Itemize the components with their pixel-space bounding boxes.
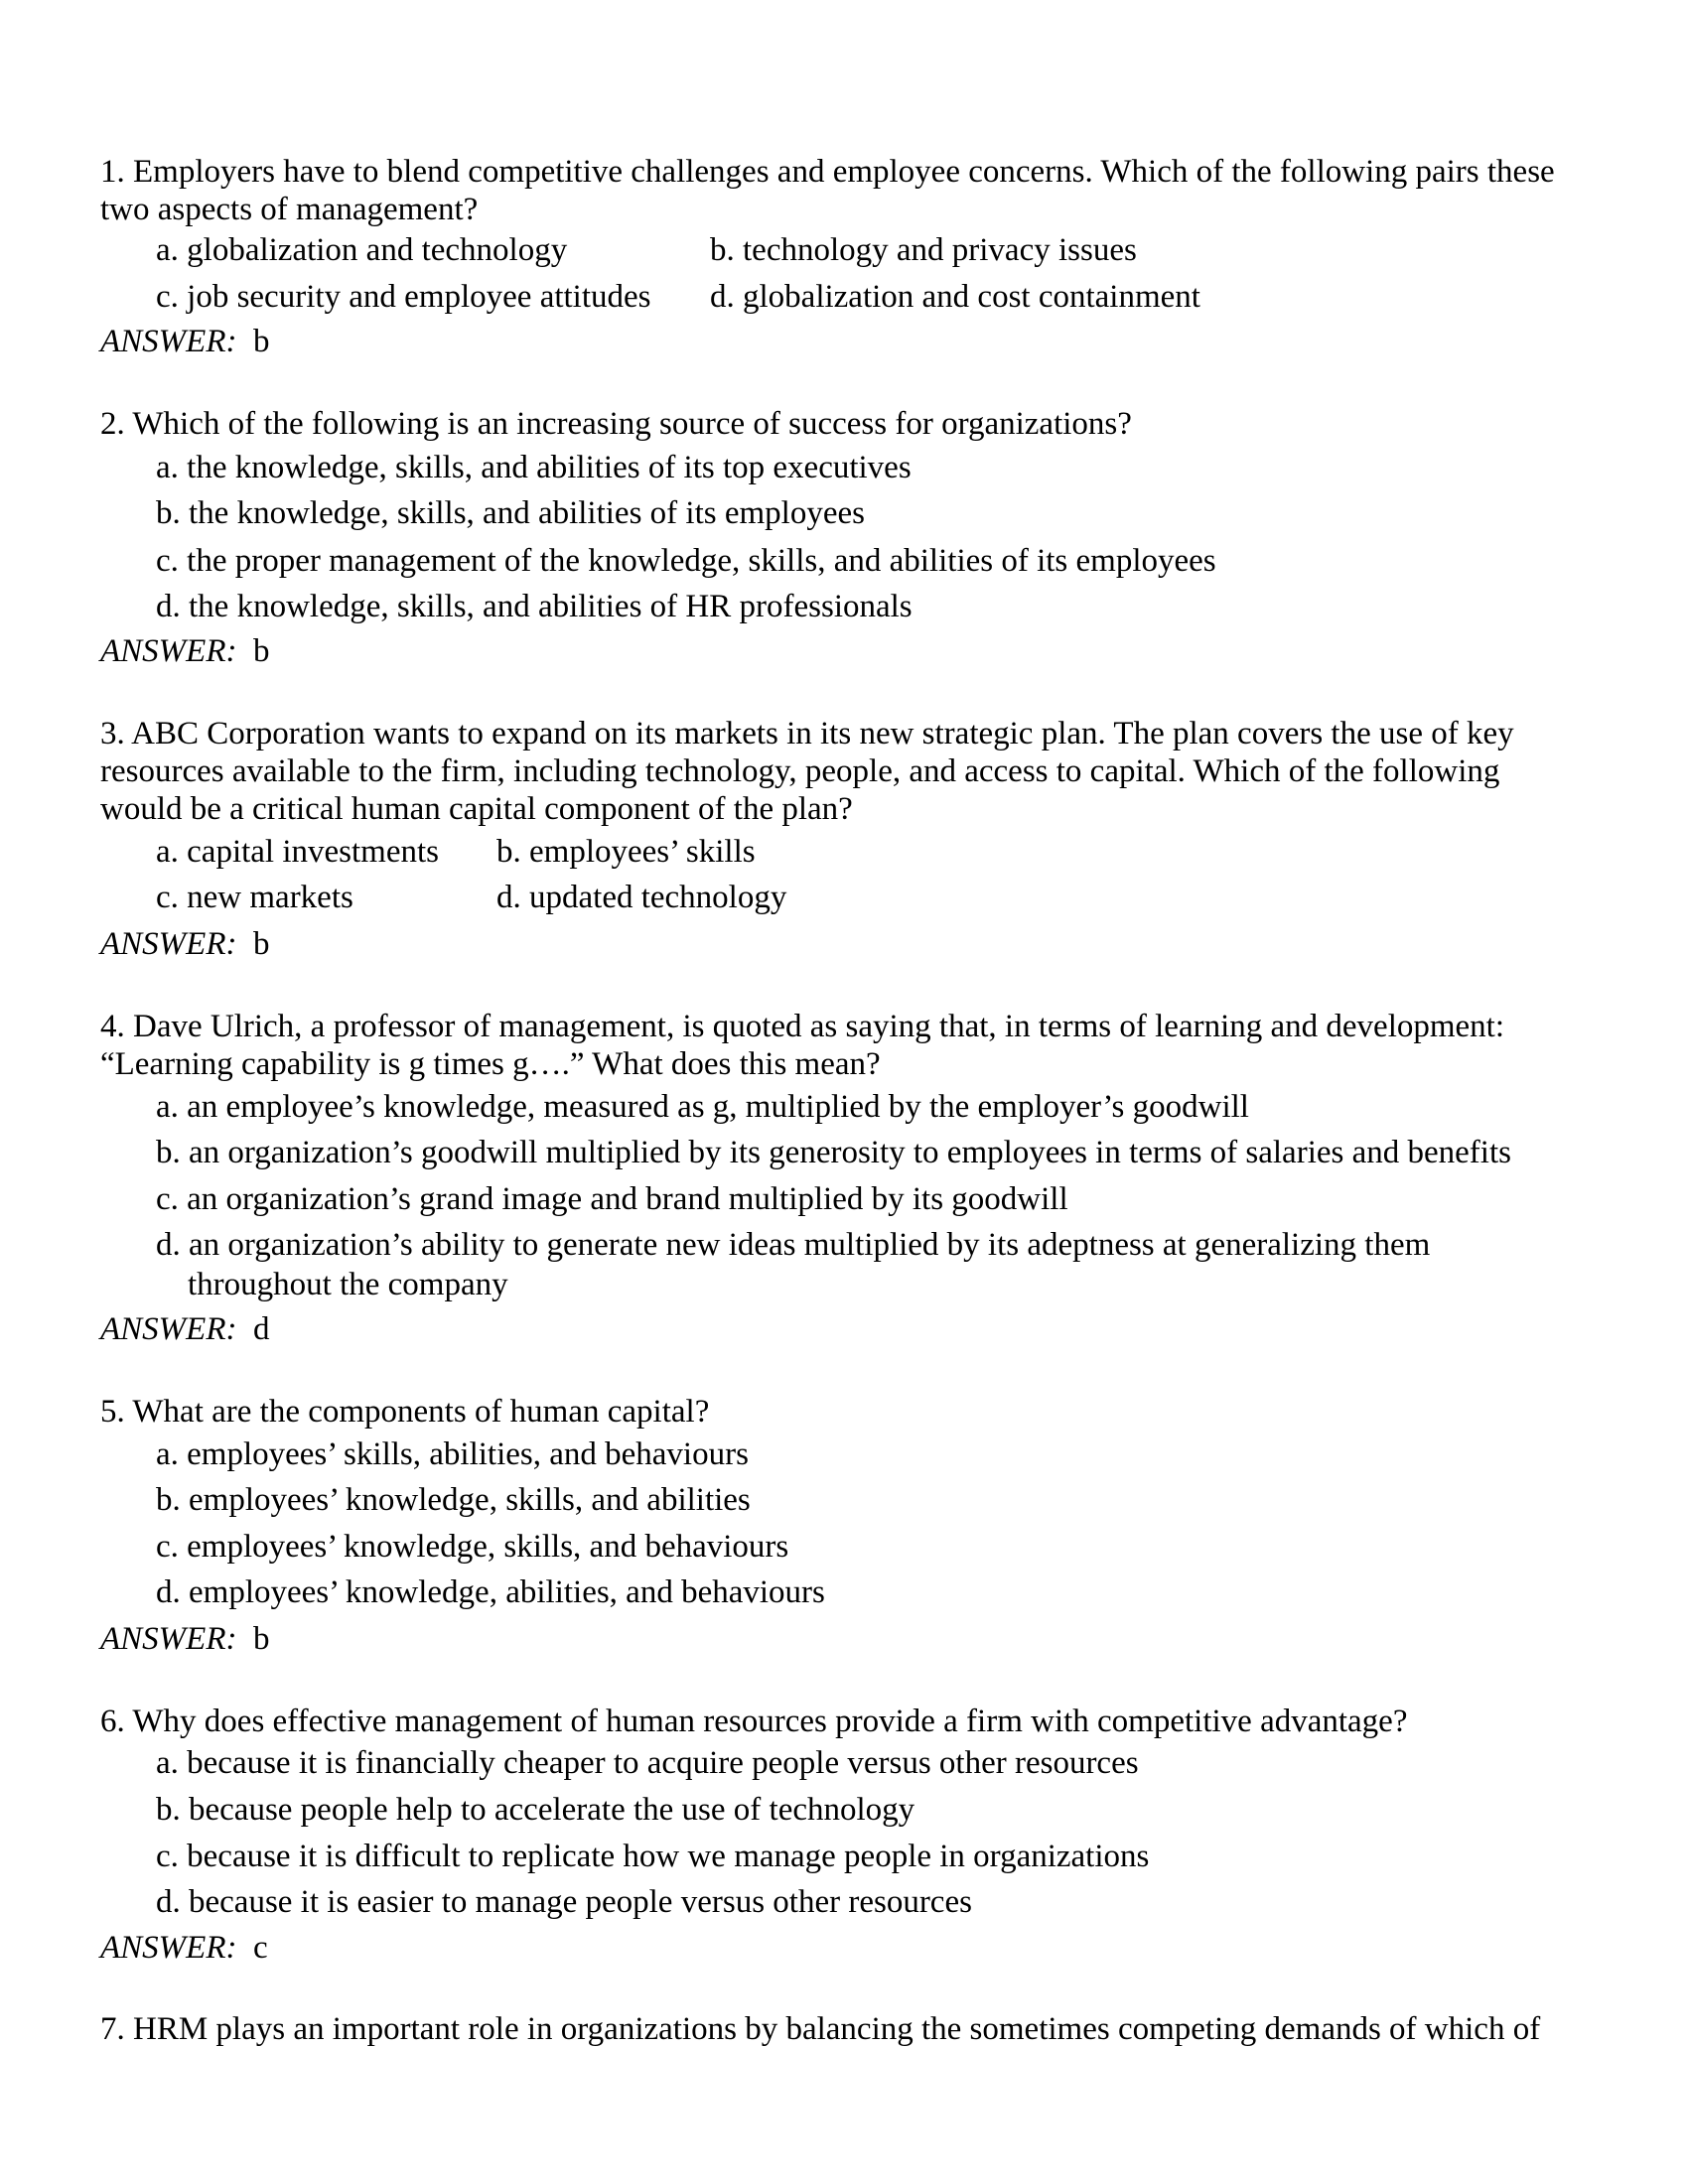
question-text-line: 2. Which of the following is an increasing source of success for organizations? xyxy=(100,406,1132,442)
answer-line xyxy=(100,323,269,360)
question-text-line: 5. What are the components of human capital? xyxy=(100,1394,710,1430)
question-text-line: 6. Why does effective management of human resources provide a firm with competitive advantage? xyxy=(100,1704,1408,1739)
answer-value: b xyxy=(252,633,270,669)
answer-value: b xyxy=(252,324,270,359)
answer-label: ANSWER: xyxy=(100,926,237,962)
answer-value: b xyxy=(252,926,270,962)
question-text-line: 3. ABC Corporation wants to expand on its markets in its new strategic plan. The plan covers the use of key xyxy=(100,716,1514,751)
option-a: a. capital investments xyxy=(156,834,439,870)
question-text-line: “Learning capability is g times g….” What does this mean? xyxy=(100,1046,881,1082)
option-b: b. employees’ knowledge, skills, and abilities xyxy=(156,1482,751,1518)
question-text-line: resources available to the firm, including technology, people, and access to capital. Which of the following xyxy=(100,753,1500,789)
option-b: b. the knowledge, skills, and abilities of its employees xyxy=(156,495,865,531)
question-text-line: would be a critical human capital component of the plan? xyxy=(100,791,853,827)
option-d: d. employees’ knowledge, abilities, and behaviours xyxy=(156,1574,825,1610)
option-b: b. because people help to accelerate the use of technology xyxy=(156,1792,915,1828)
answer-line xyxy=(100,925,269,963)
answer-line xyxy=(100,1310,269,1348)
option-c: c. job security and employee attitudes xyxy=(156,279,651,315)
option-a: a. globalization and technology xyxy=(156,232,568,268)
option-a: a. because it is financially cheaper to acquire people versus other resources xyxy=(156,1745,1139,1781)
option-d: d. the knowledge, skills, and abilities of HR professionals xyxy=(156,589,913,624)
option-d: d. an organization’s ability to generate new ideas multiplied by its adeptness at generalizing them xyxy=(156,1227,1431,1263)
question-text-line: 4. Dave Ulrich, a professor of management, is quoted as saying that, in terms of learning and development: xyxy=(100,1009,1505,1044)
option-c: c. an organization’s grand image and brand multiplied by its goodwill xyxy=(156,1181,1068,1217)
answer-value: d xyxy=(252,1311,270,1347)
answer-line xyxy=(100,1929,268,1967)
answer-value: b xyxy=(252,1621,270,1657)
answer-label: ANSWER: xyxy=(100,1930,237,1966)
question-text-line: 7. HRM plays an important role in organizations by balancing the sometimes competing demands of which of xyxy=(100,2011,1541,2047)
option-b: b. technology and privacy issues xyxy=(710,232,1137,268)
answer-label: ANSWER: xyxy=(100,1311,237,1347)
option-b: b. an organization’s goodwill multiplied by its generosity to employees in terms of salaries and benefits xyxy=(156,1135,1511,1170)
answer-line xyxy=(100,632,269,670)
question-text-line: two aspects of management? xyxy=(100,192,479,227)
option-a: a. the knowledge, skills, and abilities of its top executives xyxy=(156,450,912,485)
answer-line xyxy=(100,1620,269,1658)
answer-value: c xyxy=(252,1930,268,1966)
option-a: a. an employee’s knowledge, measured as g, multiplied by the employer’s goodwill xyxy=(156,1089,1249,1125)
option-c: c. the proper management of the knowledge, skills, and abilities of its employees xyxy=(156,543,1216,579)
option-b: b. employees’ skills xyxy=(496,834,756,870)
option-d: d. because it is easier to manage people versus other resources xyxy=(156,1884,972,1920)
option-d: d. updated technology xyxy=(496,880,787,915)
option-a: a. employees’ skills, abilities, and behaviours xyxy=(156,1436,749,1472)
option-c: c. because it is difficult to replicate how we manage people in organizations xyxy=(156,1839,1150,1874)
option-d-continued: throughout the company xyxy=(188,1267,508,1302)
option-d: d. globalization and cost containment xyxy=(710,279,1200,315)
answer-label: ANSWER: xyxy=(100,324,237,359)
question-text-line: 1. Employers have to blend competitive challenges and employee concerns. Which of the following pairs these xyxy=(100,154,1555,190)
option-c: c. employees’ knowledge, skills, and behaviours xyxy=(156,1529,789,1565)
answer-label: ANSWER: xyxy=(100,1621,237,1657)
option-c: c. new markets xyxy=(156,880,353,915)
answer-label: ANSWER: xyxy=(100,633,237,669)
